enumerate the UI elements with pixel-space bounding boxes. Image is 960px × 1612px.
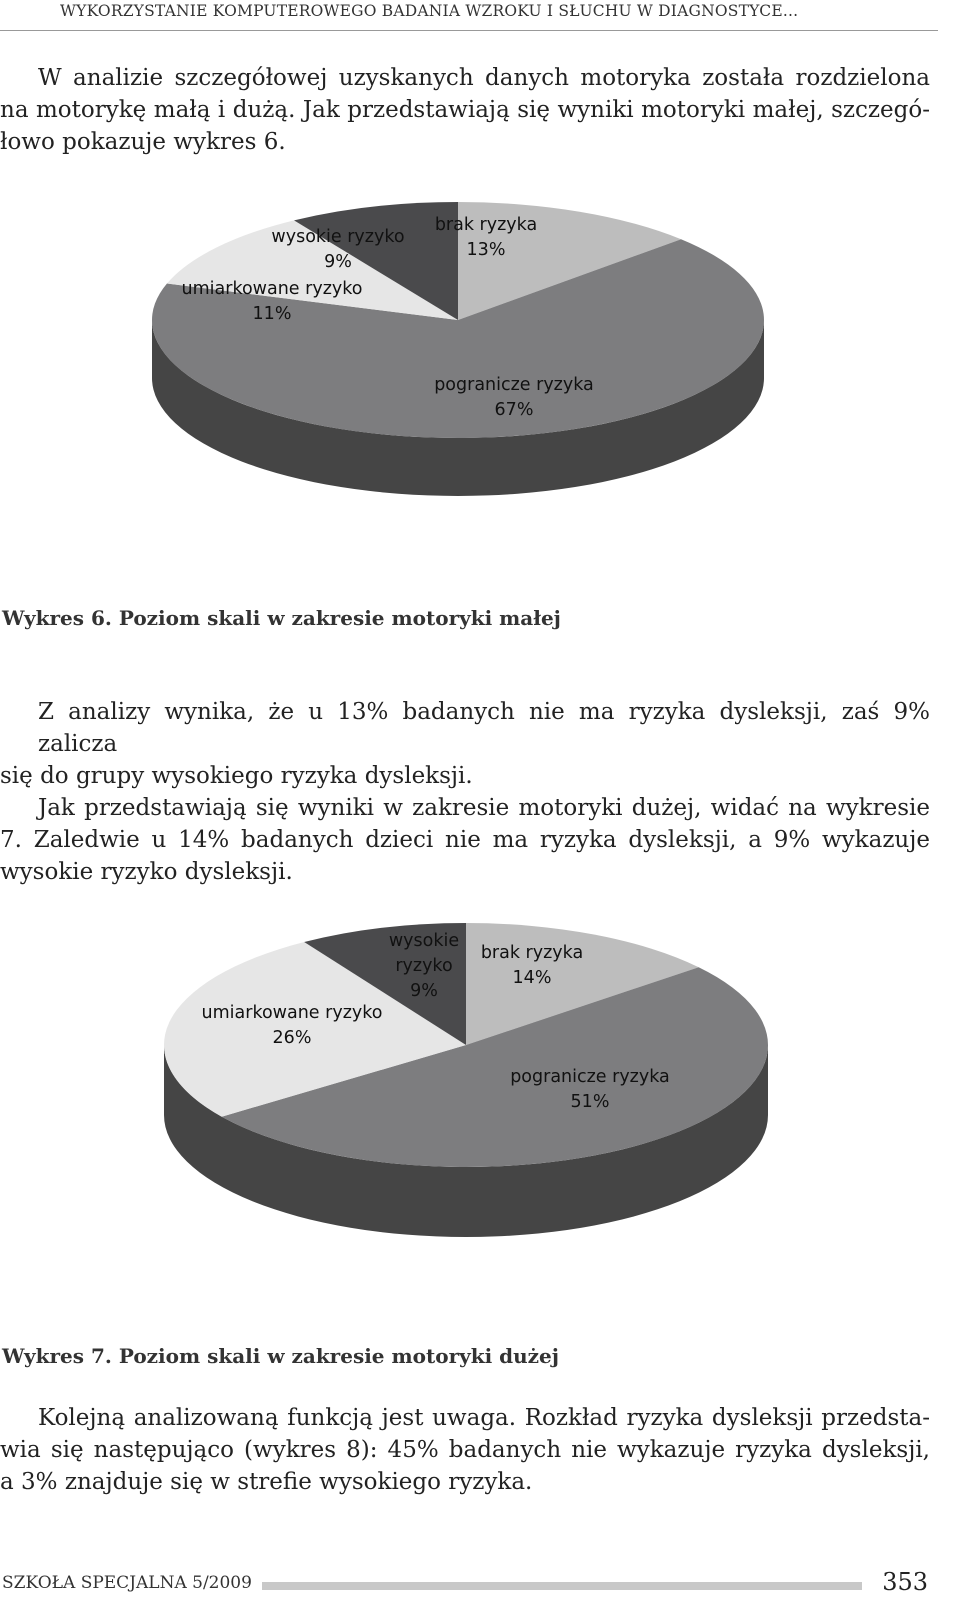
paragraph-3 xyxy=(0,1402,930,1498)
paragraph-line: 7. Zaledwie u 14% badanych dzieci nie ma ryzyka dysleksji, a 9% wykazuje xyxy=(0,827,930,853)
header-rule xyxy=(0,30,938,31)
pie-label-value: 14% xyxy=(512,968,552,988)
pie-label-value: 51% xyxy=(570,1092,610,1112)
running-head: WYKORZYSTANIE KOMPUTEROWEGO BADANIA WZROKU I SŁUCHU W DIAGNOSTYCE... xyxy=(60,2,799,20)
chart-pie-7 xyxy=(0,900,960,1300)
paragraph-line: wia się następująco (wykres 8): 45% badanych nie wykazuje ryzyka dysleksji, xyxy=(0,1437,930,1463)
page-number: 353 xyxy=(882,1568,928,1596)
pie-label-value: 9% xyxy=(410,981,438,1001)
pie-label-text: brak ryzyka xyxy=(480,943,584,963)
footer-bar xyxy=(262,1582,862,1590)
pie-label-text: wysokie xyxy=(388,931,460,951)
pie-label-text: brak ryzyka xyxy=(434,215,538,235)
paragraph-line: W analizie szczegółowej uzyskanych danych motoryka została rozdzielona xyxy=(38,65,930,91)
pie-label-text: pogranicze ryzyka xyxy=(434,375,594,395)
paragraph-2 xyxy=(0,696,930,888)
pie-label-value: 9% xyxy=(324,252,352,272)
paragraph-line: na motorykę małą i dużą. Jak przedstawiają się wyniki motoryki małej, szczegó- xyxy=(0,97,930,123)
paragraph-1 xyxy=(0,62,930,158)
paragraph-line: a 3% znajduje się w strefie wysokiego ryzyka. xyxy=(0,1469,533,1495)
paragraph-line: się do grupy wysokiego ryzyka dysleksji. xyxy=(0,763,473,789)
pie-label-text: ryzyko xyxy=(395,956,453,976)
paragraph-line: wysokie ryzyko dysleksji. xyxy=(0,859,293,885)
chart7-caption: Wykres 7. Poziom skali w zakresie motoryki dużej xyxy=(2,1344,559,1368)
chart6-caption: Wykres 6. Poziom skali w zakresie motoryki małej xyxy=(2,606,561,630)
pie-label-value: 13% xyxy=(466,240,506,260)
pie-label-value: 67% xyxy=(494,400,534,420)
pie-label-text: umiarkowane ryzyko xyxy=(201,1003,383,1023)
pie-label-text: wysokie ryzyko xyxy=(271,227,405,247)
paragraph-line: łowo pokazuje wykres 6. xyxy=(0,129,286,155)
paragraph-line: Jak przedstawiają się wyniki w zakresie motoryki dużej, widać na wykresie xyxy=(38,795,930,821)
journal-title: SZKOŁA SPECJALNA 5/2009 xyxy=(2,1573,252,1593)
pie-label-value: 26% xyxy=(272,1028,312,1048)
paragraph-line: Kolejną analizowaną funkcją jest uwaga. Rozkład ryzyka dysleksji przedsta- xyxy=(38,1405,930,1431)
paragraph-line: Z analizy wynika, że u 13% badanych nie ma ryzyka dysleksji, zaś 9% zalicza xyxy=(38,699,930,757)
pie-label-text: umiarkowane ryzyko xyxy=(181,279,363,299)
pie-label-value: 11% xyxy=(252,304,292,324)
chart-pie-6 xyxy=(0,190,960,590)
pie-label-text: pogranicze ryzyka xyxy=(510,1067,670,1087)
